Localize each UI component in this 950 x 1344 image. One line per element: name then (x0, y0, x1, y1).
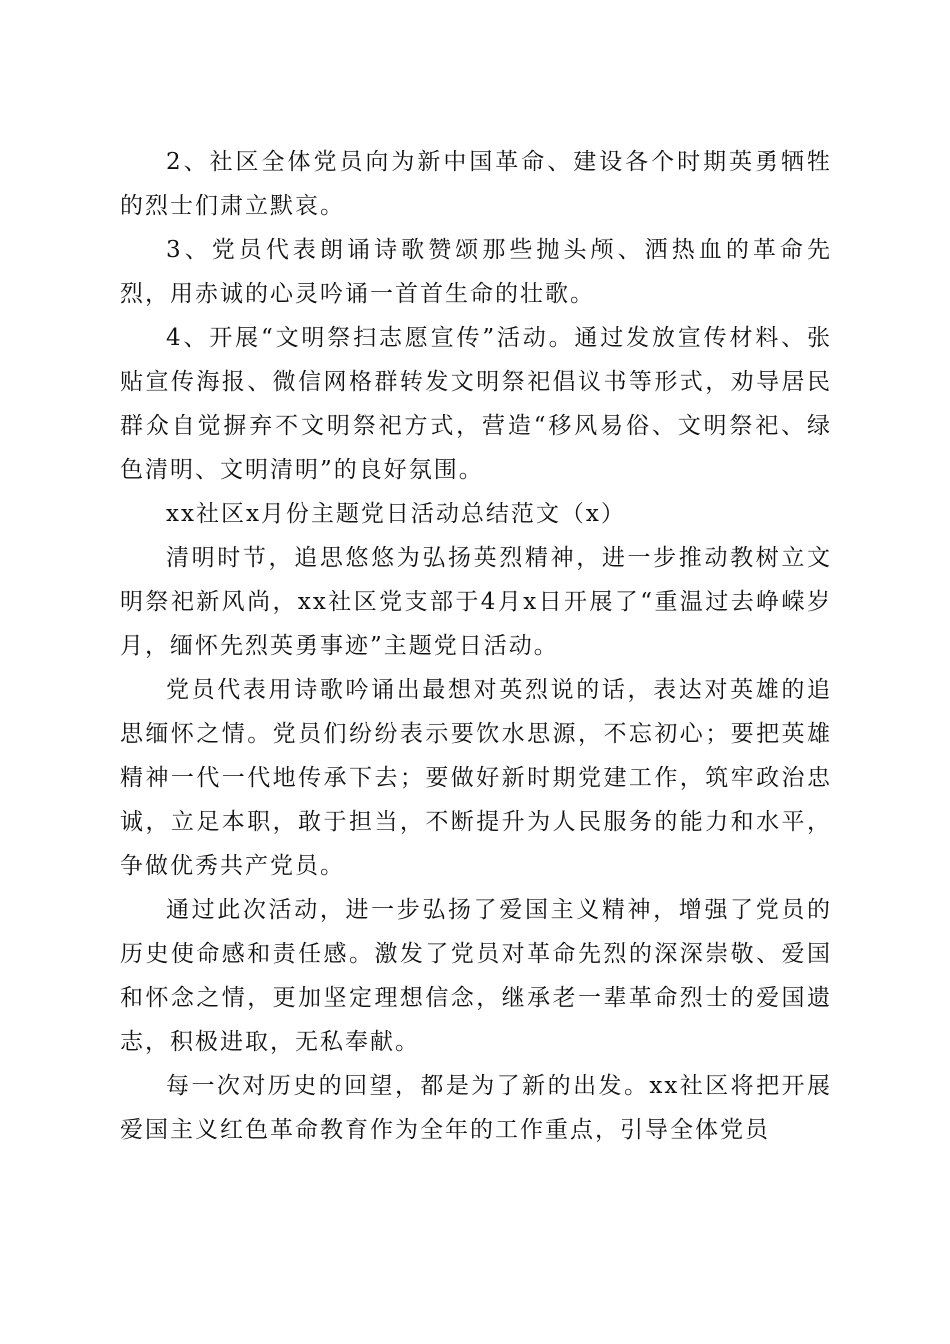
section-title: xx社区x月份主题党日活动总结范文（x） (166, 501, 626, 527)
document-body (120, 140, 832, 1152)
paragraph-member-remarks: 党员代表用诗歌吟诵出最想对英烈说的话，表达对英雄的追思缅怀之情。党员们纷纷表示要饮水思源，不忘初心；要把英雄精神一代一代地传承下去；要做好新时期党建工作，筑牢政治忠诚，立足本职，敢于担当，不断提升为人民服务的能力和水平，争做优秀共产党员。 (120, 677, 832, 879)
paragraph-item-4: 4、开展“文明祭扫志愿宣传”活动。通过发放宣传材料、张贴宣传海报、微信网格群转发文明祭祀倡议书等形式，劝导居民群众自觉摒弃不文明祭祀方式，营造“移风易俗、文明祭祀、绿色清明、文明清明”的良好氛围。 (120, 325, 832, 483)
paragraph-item-3: 3、党员代表朗诵诗歌赞颂那些抛头颅、洒热血的革命先烈，用赤诚的心灵吟诵一首首生命的壮歌。 (120, 237, 832, 307)
paragraph-item-2: 2、社区全体党员向为新中国革命、建设各个时期英勇牺牲的烈士们肃立默哀。 (120, 149, 832, 219)
paragraph-activity-results: 通过此次活动，进一步弘扬了爱国主义精神，增强了党员的历史使命感和责任感。激发了党员对革命先烈的深深崇敬、爱国和怀念之情，更加坚定理想信念，继承老一辈革命烈士的爱国遗志，积极进取，无私奉献。 (120, 897, 832, 1055)
paragraph-future-plan: 每一次对历史的回望，都是为了新的出发。xx社区将把开展爱国主义红色革命教育作为全年的工作重点，引导全体党员 (120, 1073, 832, 1143)
paragraph-intro: 清明时节，追思悠悠为弘扬英烈精神，进一步推动教树立文明祭祀新风尚，xx社区党支部于4月x日开展了“重温过去峥嵘岁月，缅怀先烈英勇事迹”主题党日活动。 (120, 545, 832, 659)
